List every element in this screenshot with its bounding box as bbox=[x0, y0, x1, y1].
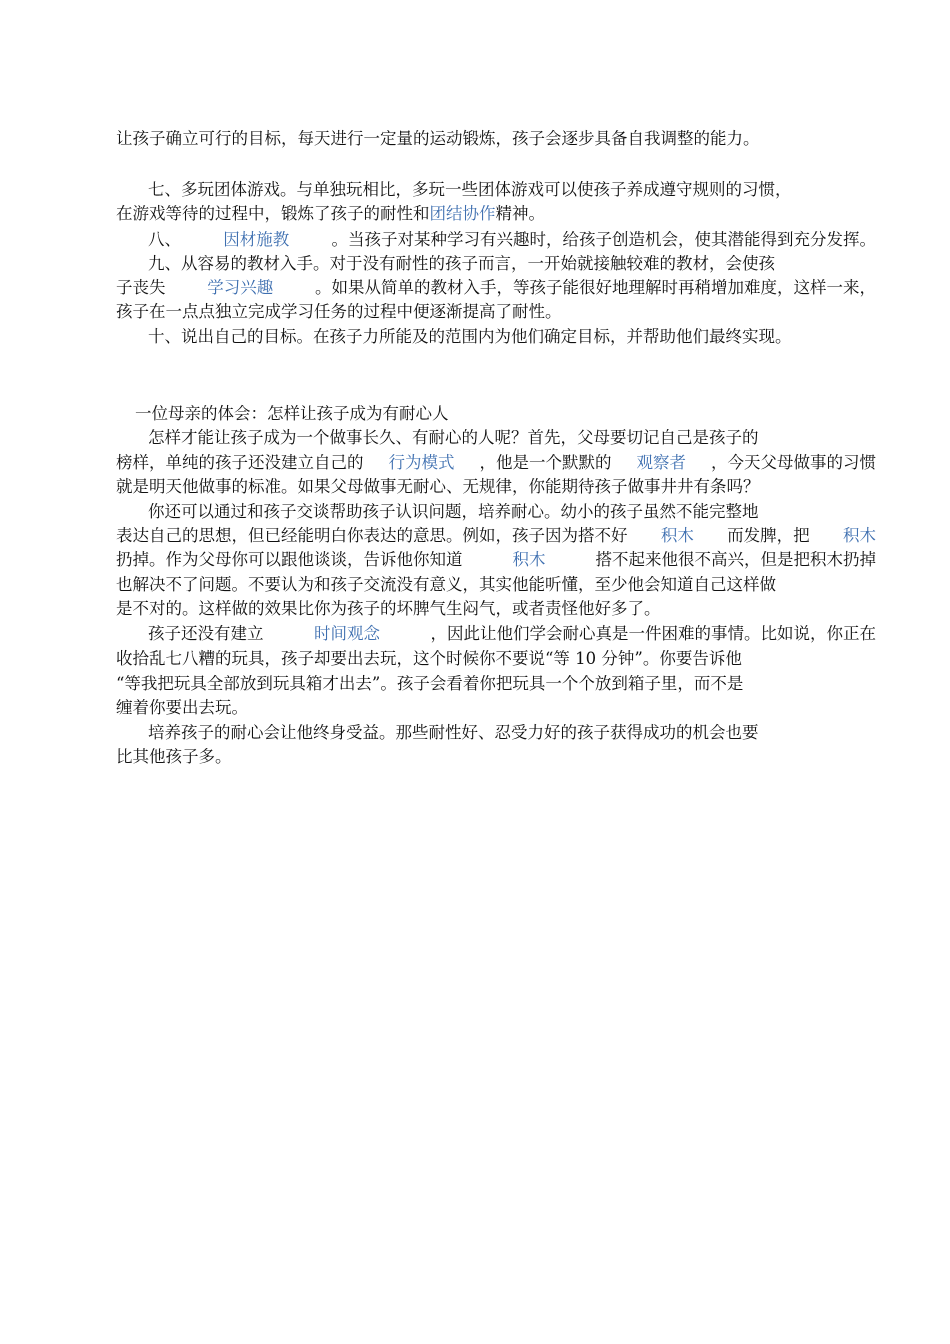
text-line: 七、多玩团体游戏。与单独玩相比，多玩一些团体游戏可以使孩子养成遵守规则的习惯， bbox=[148, 180, 792, 199]
text-line: 孩子还没有建立 时间观念 ，因此让他们学会耐心真是一件困难的事情。比如说，你正在 bbox=[148, 622, 876, 646]
text-line: 扔掉。作为父母你可以跟他谈谈，告诉他你知道 积木 搭不起来他很不高兴，但是把积木扔掉 bbox=[116, 548, 876, 572]
link-tuanjie-xiezuo[interactable]: 团结协作 bbox=[429, 204, 496, 223]
text-line: 表达自己的思想，但已经能明白你表达的意思。例如，孩子因为搭不好 积木 而发脾，把 积木 bbox=[116, 524, 876, 548]
link-xuexi-xingqu[interactable]: 学习兴趣 bbox=[207, 278, 274, 297]
text-line: 你还可以通过和孩子交谈帮助孩子认识问题，培养耐心。幼小的孩子虽然不能完整地 bbox=[148, 502, 759, 521]
text-line: 子丧失 学习兴趣 。如果从简单的教材入手，等孩子能很好地理解时再稍增加难度，这样一来， bbox=[116, 276, 876, 300]
link-jimu[interactable]: 积木 bbox=[660, 526, 694, 545]
section-title: 一位母亲的体会：怎样让孩子成为有耐心人 bbox=[135, 404, 449, 423]
text-line: 在游戏等待的过程中，锻炼了孩子的耐性和 团结协作 精神。 bbox=[116, 202, 876, 226]
text-line: 是不对的。这样做的效果比你为孩子的坏脾气生闷气，或者责怪他好多了。 bbox=[116, 599, 661, 618]
link-xingwei-moshi[interactable]: 行为模式 bbox=[388, 453, 455, 472]
link-jimu[interactable]: 积木 bbox=[512, 550, 546, 569]
link-shijian-guannian[interactable]: 时间观念 bbox=[314, 624, 380, 643]
text-line: 也解决不了问题。不要认为和孩子交流没有意义，其实他能听懂，至少他会知道自己这样做 bbox=[116, 575, 776, 594]
text-line: 十、说出自己的目标。在孩子力所能及的范围内为他们确定目标，并帮助他们最终实现。 bbox=[148, 327, 792, 346]
text-line: 怎样才能让孩子成为一个做事长久、有耐心的人呢？首先，父母要切记自己是孩子的 bbox=[148, 428, 759, 447]
text-line: 八、 因材施教 。当孩子对某种学习有兴趣时，给孩子创造机会，使其潜能得到充分发挥。 bbox=[148, 228, 876, 252]
text-line: 让孩子确立可行的目标，每天进行一定量的运动锻炼，孩子会逐步具备自我调整的能力。 bbox=[116, 129, 760, 148]
text-line: 榜样，单纯的孩子还没建立自己的 行为模式 ，他是一个默默的 观察者 ，今天父母做事的习惯 bbox=[116, 451, 876, 475]
text-line: 孩子在一点点独立完成学习任务的过程中便逐渐提高了耐性。 bbox=[116, 302, 562, 321]
text-line: 培养孩子的耐心会让他终身受益。那些耐性好、忍受力好的孩子获得成功的机会也要 bbox=[148, 723, 759, 742]
text-line: 收拾乱七八糟的玩具，孩子却要出去玩，这个时候你不要说“等 10 分钟”。你要告诉他 bbox=[116, 649, 742, 668]
text-line: 就是明天他做事的标准。如果父母做事无耐心、无规律，你能期待孩子做事井井有条吗？ bbox=[116, 477, 760, 496]
text-line: 缠着你要出去玩。 bbox=[116, 698, 248, 717]
text-line: 九、从容易的教材入手。对于没有耐性的孩子而言，一开始就接触较难的教材，会使孩 bbox=[148, 254, 775, 273]
link-jimu[interactable]: 积木 bbox=[842, 526, 876, 545]
text-line: “等我把玩具全部放到玩具箱才出去”。孩子会看着你把玩具一个个放到箱子里，而不是 bbox=[116, 674, 744, 693]
link-yincai-shijiao[interactable]: 因材施教 bbox=[223, 230, 290, 249]
text-line: 比其他孩子多。 bbox=[116, 747, 232, 766]
link-guanchazhe[interactable]: 观察者 bbox=[636, 453, 686, 472]
